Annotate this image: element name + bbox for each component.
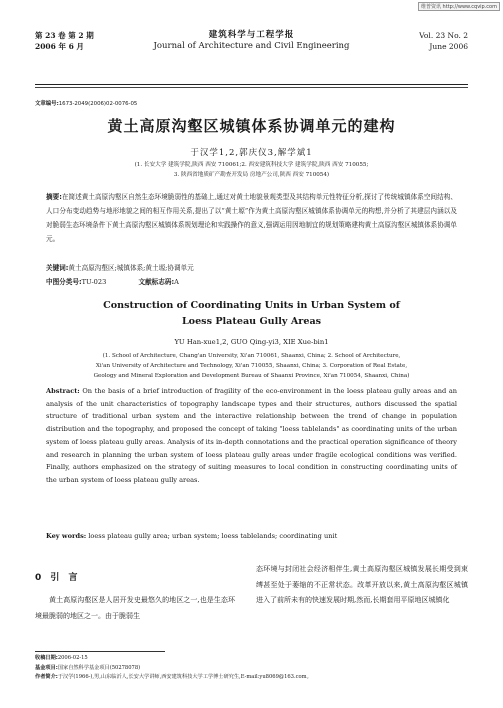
doc-code-value: A [174,278,179,286]
header-rule-thin [35,87,468,88]
article-number-value: 1673-2049(2006)02-0076-05 [58,101,138,107]
volume-issue: 第 23 卷 第 2 期 [35,31,94,40]
footnote-author [35,673,468,683]
issue-date: 2006 年 6 月 [35,42,84,51]
body-left-column [35,562,235,624]
abstract-en-label: Abstract: [46,387,80,395]
footnote-text: 国家自然科学基金项目(50278078) [57,664,141,671]
clc-label: 中图分类号: [46,278,82,286]
journal-name [35,30,468,52]
clc-value: TU-023 [81,278,107,286]
keywords-cn [46,262,457,272]
keywords-cn-label: 关键词: [46,264,69,272]
keywords-en-text: loess plateau gully area; urban system; loess tablelands; coordinating unit [88,532,338,540]
doc-code-label: 文献标志码: [138,278,175,286]
article-number-label: 文章编号: [35,101,59,107]
issue-info-en [419,30,468,52]
body-right-column: 态环境与封闭社会经济相伴生,黄土高原沟壑区城镇发展长期受到束缚甚至处于萎缩的不正常状态。改革开放以来,黄土高原沟壑区城镇进入了前所未有的快速发展时期,然而,长期套用平原地区城镇化 [256,565,468,604]
footnote-text: 于汉学(1966-),男,山东临沂人,长安大学讲师,西安建筑科技大学工学博士研究生,E-mail:yu8069@163.com。 [57,674,312,680]
body-paragraph: 黄土高原沟壑区是人居开发史最悠久的地区之一,也是生态环境最脆弱的地区之一。由于脆弱生 [35,596,235,620]
journal-name-cn: 建筑科学与工程学报 [208,30,295,40]
volume-issue-en: Vol. 23 No. 2 [419,31,468,40]
affiliation-line: Xi'an University of Architecture and Technology, Xi'an 710055, Shaanxi, China; 3. Corporation of Real Estate, [95,363,408,369]
footnote-label: 基金项目: [35,664,58,671]
footnote-received [35,654,468,664]
authors-en: YU Han-xue1,2, GUO Qing-yi3, XIE Xue-bin1 [174,338,329,346]
article-number [35,99,137,107]
footnote-label: 作者简介: [35,674,58,680]
affiliations-cn [60,160,443,180]
abstract-cn [46,190,457,246]
classification [46,276,457,286]
journal-header [35,30,468,62]
affiliation-line: 3. 陕西省地质矿产勘查开发局 房地产公司,陕西 西安 710054) [173,172,330,178]
watermark: 维普资讯 http://www.cqvip.com [418,2,500,11]
footnote-rule [35,651,165,652]
journal-name-en: Journal of Architecture and Civil Engineering [153,41,350,51]
title-en-line: Loess Plateau Gully Areas [181,316,322,327]
footnote-funding [35,664,468,674]
affiliation-line: Geology and Mineral Exploration and Development Bureau of Shaanxi Province, Xi'an 710054, Shaanxi, China) [93,373,410,379]
keywords-en-label: Key words: [46,532,87,540]
section-heading: 0 引 言 [35,573,78,583]
title-en-line: Construction of Coordinating Units in Urban System of [103,300,400,311]
abstract-en-text: On the basis of a brief introduction of fragility of the eco-environment in the loess plateau gully areas and an analysis of the unit characteristics of topography landscape types and their structures, authors discussed the spatial structure of traditional urban system and the interactive relationship between the trend of change in population distribution and the topography, and proposed the concept of taking "loess tablelands" as coordinating units of the urban system of loess plateau gully areas. Analysis of its in-depth connotations and the practical operation significance of theory and research in planning the urban system of loess plateau gully areas under fragile ecological conditions was verified. Finally, authors emphasized on the strategy of suiting measures to local condition in constructing coordinating units of the urban system of loess plateau gully areas. [46,387,457,484]
keywords-cn-text: 黄土高原沟壑区;城镇体系;黄土塬;协调单元 [68,264,194,272]
affiliations-en [55,351,448,381]
abstract-cn-label: 摘要: [46,193,62,201]
affiliation-line: (1. 长安大学 建筑学院,陕西 西安 710061;2. 西安建筑科技大学 建筑学院,陕西 西安 710055; [134,162,369,168]
affiliation-line: (1. School of Architecture, Chang'an University, Xi'an 710061, Shaanxi, China; 2. School of Architecture, [102,353,401,359]
footnote-label: 收稿日期: [35,655,58,661]
footnote-text: 2006-02-15 [57,655,88,661]
title-cn: 黄土高原沟壑区城镇体系协调单元的建构 [107,117,396,135]
abstract-cn-text: 在简述黄土高原沟壑区自然生态环境脆弱性的基础上,通过对黄土地貌景观类型及其结构单元性特征分析,探讨了传统城镇体系空间结构、人口分布变动趋势与地形地貌之间的相互作用关系,提出了以“黄土塬”作为黄土高原沟壑区城镇体系协调单元的构想,并分析了其建层内涵以及对脆弱生态环境条件下黄土高原沟壑区城镇体系规划理论和实践操作的意义,强调运用因地制宜的规划策略建构黄土高原沟壑区城镇体系协调单元。 [46,193,457,243]
header-rule-thick [35,84,468,85]
keywords-en [46,532,457,540]
authors-cn: 于汉学1,2,郭庆仪3,解学斌1 [190,148,313,158]
title-en [0,298,503,330]
footnotes [35,654,468,683]
abstract-en [46,385,457,487]
issue-date-en: June 2006 [429,42,468,51]
